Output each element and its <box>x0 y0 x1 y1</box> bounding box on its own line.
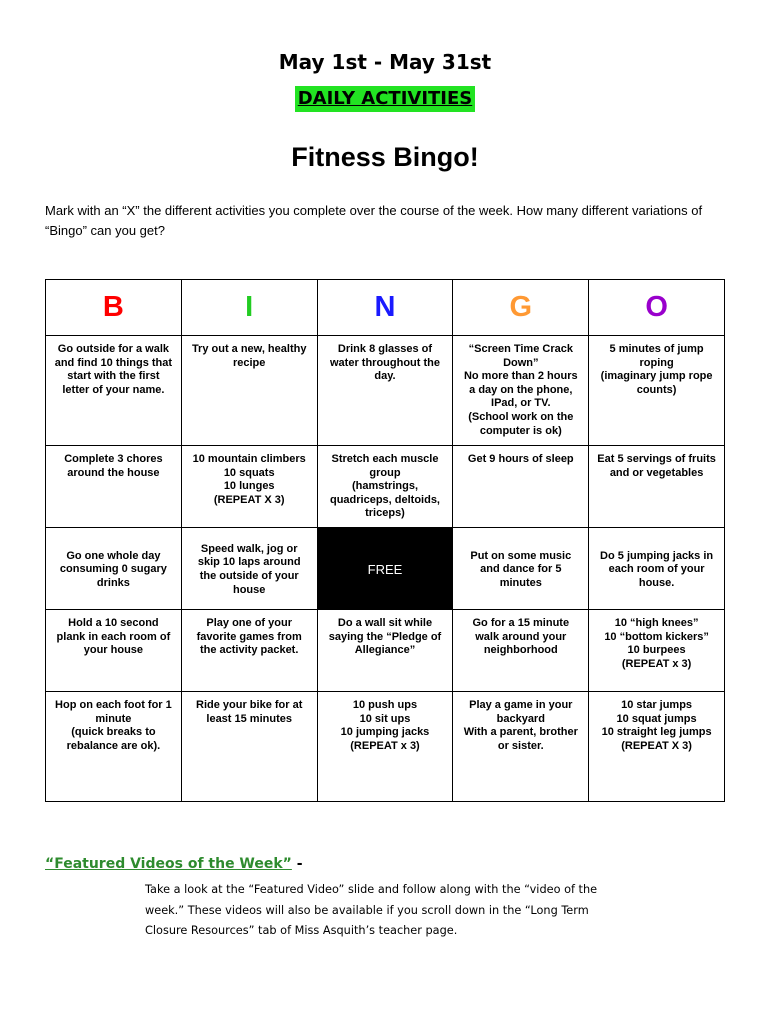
bingo-cell-text: With a parent, brother <box>463 726 578 739</box>
bingo-cell-text: and dance for 5 <box>480 563 562 576</box>
bingo-cell-text: 10 sit ups <box>359 712 411 725</box>
bingo-cell-text: 10 squat jumps <box>616 712 697 725</box>
featured-videos-link[interactable]: “Featured Videos of the Week” <box>45 856 292 872</box>
bingo-cell-text: Get 9 hours of sleep <box>467 453 574 465</box>
bingo-row-3 <box>46 528 725 610</box>
bingo-cell-text: (REPEAT x 3) <box>350 739 420 752</box>
bingo-cell-text: house <box>232 583 266 596</box>
bingo-cell[interactable] <box>589 446 725 528</box>
bingo-cell[interactable] <box>46 610 182 692</box>
bingo-cell-text: 10 push ups <box>352 699 418 711</box>
bingo-cell[interactable] <box>317 610 453 692</box>
bingo-cell-text: Put on some music <box>470 549 572 562</box>
bingo-cell-text: 10 burpees <box>627 644 686 657</box>
bingo-cell-text: FREE <box>367 562 403 578</box>
bingo-row-5 <box>46 692 725 802</box>
bingo-cell-text: counts) <box>636 383 677 396</box>
bingo-cell-text: (hamstrings, <box>351 480 418 493</box>
bingo-cell[interactable] <box>181 528 317 610</box>
bingo-cell-text: group <box>369 466 401 479</box>
bingo-cell-text: (quick breaks to <box>71 726 156 739</box>
bingo-cell-text: Down” <box>503 356 539 369</box>
bingo-cell-text: saying the “Pledge of <box>328 630 442 643</box>
bingo-cell-text: Do 5 jumping jacks in <box>600 549 714 562</box>
bingo-cell-text: consuming 0 sugary <box>59 563 167 576</box>
bingo-cell-text: walk around your <box>475 630 567 643</box>
bingo-cell-text: around the house <box>67 466 160 479</box>
bingo-cell-text: the outside of your <box>199 570 299 582</box>
bingo-cell-text: Go one whole day <box>66 549 161 562</box>
bingo-cell[interactable] <box>453 610 589 692</box>
bingo-cell-text: 10 star jumps <box>621 699 693 711</box>
bingo-cell[interactable] <box>453 692 589 802</box>
bingo-cell-text: 5 minutes of jump <box>609 343 704 355</box>
bingo-cell-text: start with the first <box>67 370 160 383</box>
bingo-cell-text: skip 10 laps around <box>197 556 301 569</box>
bingo-cell-text: Ride your bike for at <box>196 699 303 711</box>
bingo-cell-text: drinks <box>96 576 130 589</box>
bingo-cell[interactable] <box>453 528 589 610</box>
bingo-cell[interactable] <box>589 528 725 610</box>
bingo-cell-text: minutes <box>499 576 542 589</box>
bingo-letter-i: I <box>181 280 317 336</box>
bingo-cell-text: 10 jumping jacks <box>340 726 430 739</box>
bingo-cell-text: 10 mountain climbers <box>192 453 306 465</box>
bingo-cell-text: “Screen Time Crack <box>468 343 573 355</box>
bingo-cell-text: quadriceps, deltoids, <box>329 493 440 506</box>
bingo-letter-g: G <box>453 280 589 336</box>
bingo-cell-text: water throughout the <box>329 356 440 369</box>
bingo-cell[interactable] <box>46 692 182 802</box>
bingo-cell-text: rebalance are ok). <box>66 739 161 752</box>
bingo-cell-text: Hop on each foot for 1 <box>55 699 172 711</box>
bingo-cell-text: Stretch each muscle <box>331 453 439 465</box>
bingo-cell-text: Go for a 15 minute <box>472 617 570 629</box>
bingo-cell[interactable] <box>181 446 317 528</box>
bingo-cell[interactable] <box>453 336 589 446</box>
bingo-cell-text: Allegiance” <box>354 644 416 657</box>
bingo-cell[interactable] <box>181 692 317 802</box>
bingo-cell-text: Hold a 10 second <box>68 617 159 629</box>
bingo-row-4 <box>46 610 725 692</box>
bingo-cell[interactable] <box>181 610 317 692</box>
bingo-cell-text: (REPEAT x 3) <box>621 657 692 670</box>
bingo-cell-text: (School work on the <box>468 410 574 423</box>
bingo-cell-text: each room of your <box>608 563 705 576</box>
bingo-cell-text: Complete 3 chores <box>64 453 163 465</box>
daily-activities-heading: DAILY ACTIVITIES <box>295 86 476 112</box>
featured-dash: - <box>291 856 303 872</box>
bingo-cell-text: recipe <box>232 356 266 369</box>
bingo-cell-text: your house <box>83 644 144 657</box>
bingo-cell-text: Play one of your <box>206 617 292 629</box>
bingo-free-cell[interactable] <box>317 528 453 610</box>
bingo-cell-text: Eat 5 servings of fruits <box>597 453 716 465</box>
bingo-header-row <box>46 280 725 336</box>
daily-activities-wrapper <box>0 86 770 112</box>
bingo-letter-o: O <box>589 280 725 336</box>
page-title: Fitness Bingo! <box>291 142 479 172</box>
bingo-cell-text: IPad, or TV. <box>491 397 551 410</box>
bingo-cell-text: Go outside for a walk <box>57 343 170 355</box>
instructions-text: Mark with an “X” the different activities you complete over the course of the week. How many different variations of “Bingo” can you get? <box>45 203 703 238</box>
bingo-cell-text: Try out a new, healthy <box>191 343 307 355</box>
bingo-cell[interactable] <box>317 336 453 446</box>
bingo-cell-text: No more than 2 hours <box>463 370 578 383</box>
date-range-heading: May 1st - May 31st <box>278 50 492 74</box>
featured-videos-heading <box>45 856 303 872</box>
featured-videos-description: Take a look at the “Featured Video” slide and follow along with the “video of the week.” These videos will also be available if you scroll down in the “Long Term Closure Resources” tab of Miss Asquith’s teacher page. <box>145 883 598 937</box>
bingo-cell-text: 10 “high knees” <box>614 617 699 629</box>
bingo-cell[interactable] <box>453 446 589 528</box>
bingo-cell-text: backyard <box>496 712 545 725</box>
bingo-cell[interactable] <box>589 336 725 446</box>
bingo-cell-text: 10 straight leg jumps <box>601 726 712 739</box>
bingo-cell-text: day. <box>374 370 396 383</box>
bingo-cell[interactable] <box>46 336 182 446</box>
bingo-letter-n: N <box>317 280 453 336</box>
bingo-cell-text: minute <box>95 712 132 725</box>
bingo-cell[interactable] <box>317 446 453 528</box>
bingo-cell-text: triceps) <box>365 507 405 520</box>
bingo-cell-text: roping <box>639 356 674 369</box>
bingo-row-1 <box>46 336 725 446</box>
bingo-cell-text: and or vegetables <box>609 466 704 479</box>
bingo-cell-text: 10 “bottom kickers” <box>604 630 709 643</box>
bingo-cell-text: Play a game in your <box>469 699 573 711</box>
bingo-cell-text: 10 squats <box>223 466 275 479</box>
bingo-cell-text: the activity packet. <box>199 644 299 657</box>
bingo-cell-text: house. <box>638 576 675 589</box>
bingo-cell[interactable] <box>589 692 725 802</box>
bingo-cell-text: or sister. <box>497 739 544 752</box>
bingo-cell-text: (REPEAT X 3) <box>213 493 285 506</box>
bingo-cell[interactable] <box>317 692 453 802</box>
bingo-cell-text: a day on the phone, <box>469 383 573 396</box>
bingo-cell-text: neighborhood <box>483 644 558 657</box>
bingo-cell-text: Speed walk, jog or <box>200 542 298 555</box>
bingo-cell[interactable] <box>589 610 725 692</box>
bingo-cell-text: (imaginary jump rope <box>600 370 713 383</box>
bingo-cell-text: computer is ok) <box>479 424 562 437</box>
bingo-cell-text: letter of your name. <box>62 383 165 396</box>
bingo-cell-text: plank in each room of <box>56 630 171 643</box>
bingo-cell-text: favorite games from <box>196 630 302 643</box>
bingo-cell-text: and find 10 things that <box>54 356 173 369</box>
bingo-cell-text: (REPEAT X 3) <box>621 739 692 752</box>
bingo-cell[interactable] <box>181 336 317 446</box>
bingo-letter-b: B <box>46 280 182 336</box>
bingo-cell[interactable] <box>46 446 182 528</box>
bingo-cell-text: 10 lunges <box>223 480 275 493</box>
bingo-cell-text: least 15 minutes <box>206 712 292 725</box>
bingo-cell-text: Do a wall sit while <box>337 617 433 629</box>
bingo-cell-text: Drink 8 glasses of <box>337 343 433 355</box>
bingo-board <box>45 279 725 802</box>
bingo-cell[interactable] <box>46 528 182 610</box>
bingo-row-2 <box>46 446 725 528</box>
